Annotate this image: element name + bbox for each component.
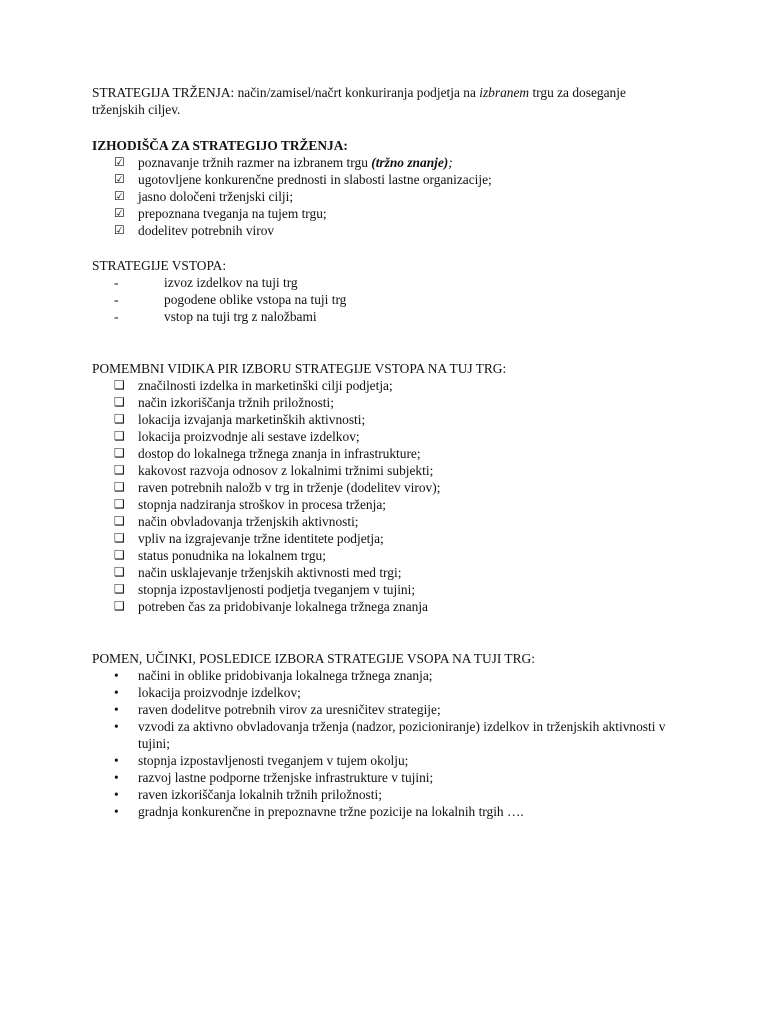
vstopa-list: [92, 274, 682, 325]
vidiki-heading: POMEMBNI VIDIKA PIR IZBORU STRATEGIJE VSTOPA NA TUJ TRG:: [92, 361, 507, 376]
list-item: [92, 394, 682, 411]
list-item: [92, 684, 682, 701]
izhodisca-list: [92, 154, 682, 239]
item-text: raven potrebnih naložb v trg in trženje (dodelitev virov);: [138, 480, 441, 495]
bullet-icon: •: [114, 804, 119, 819]
checkbox-empty-icon: ❑: [114, 378, 125, 392]
vidiki-list: [92, 377, 682, 615]
item-text: vstop na tuji trg z naložbami: [164, 309, 317, 324]
intro-text-start: STRATEGIJA TRŽENJA: način/zamisel/načrt konkuriranja podjetja na: [92, 85, 480, 100]
dash-marker: -: [114, 275, 119, 290]
item-text: razvoj lastne podporne trženjske infrastrukture v tujini;: [138, 770, 434, 785]
list-item: [92, 154, 682, 171]
list-item: [92, 222, 682, 239]
item-end: ;: [448, 155, 453, 170]
list-item: [92, 564, 682, 581]
checkbox-empty-icon: ❑: [114, 565, 125, 579]
item-text: način obvladovanja trženjskih aktivnosti;: [138, 514, 359, 529]
checkbox-checked-icon: ☑: [114, 155, 125, 169]
dash-marker: -: [114, 292, 119, 307]
checkbox-checked-icon: ☑: [114, 206, 125, 220]
checkbox-empty-icon: ❑: [114, 412, 125, 426]
item-text: vpliv na izgrajevanje tržne identitete podjetja;: [138, 531, 384, 546]
list-item: [92, 308, 682, 325]
list-item: [92, 718, 682, 752]
list-item: [92, 377, 682, 394]
pomen-heading: POMEN, UČINKI, POSLEDICE IZBORA STRATEGIJE VSOPA NA TUJI TRG:: [92, 651, 535, 666]
list-item: [92, 752, 682, 769]
checkbox-checked-icon: ☑: [114, 189, 125, 203]
checkbox-empty-icon: ❑: [114, 497, 125, 511]
checkbox-empty-icon: ❑: [114, 480, 125, 494]
bullet-icon: •: [114, 753, 119, 768]
item-text: način izkoriščanja tržnih priložnosti;: [138, 395, 334, 410]
item-text: lokacija proizvodnje ali sestave izdelkov;: [138, 429, 360, 444]
item-text: način usklajevanje trženjskih aktivnosti med trgi;: [138, 565, 402, 580]
item-text: načini in oblike pridobivanja lokalnega tržnega znanja;: [138, 668, 433, 683]
checkbox-empty-icon: ❑: [114, 446, 125, 460]
item-text: raven dodelitve potrebnih virov za uresničitev strategije;: [138, 702, 441, 717]
list-item: [92, 171, 682, 188]
bullet-icon: •: [114, 770, 119, 785]
list-item: [92, 479, 682, 496]
item-text: jasno določeni trženjski cilji;: [138, 189, 294, 204]
item-text: potreben čas za pridobivanje lokalnega tržnega znanja: [138, 599, 428, 614]
list-item: [92, 411, 682, 428]
list-item: [92, 445, 682, 462]
intro-italic: izbranem: [479, 85, 530, 100]
item-text: dodelitev potrebnih virov: [138, 223, 275, 238]
item-text: lokacija proizvodnje izdelkov;: [138, 685, 301, 700]
list-item: [92, 598, 682, 615]
list-item: [92, 803, 682, 820]
bullet-icon: •: [114, 719, 119, 734]
checkbox-empty-icon: ❑: [114, 463, 125, 477]
intro-paragraph: [92, 84, 682, 118]
item-emphasis: (tržno znanje): [371, 155, 449, 170]
item-text: kakovost razvoja odnosov z lokalnimi tržnimi subjekti;: [138, 463, 434, 478]
list-item: [92, 513, 682, 530]
pomen-list: [92, 667, 682, 820]
list-item: [92, 188, 682, 205]
item-text: poznavanje tržnih razmer na izbranem trgu: [138, 155, 372, 170]
bullet-icon: •: [114, 685, 119, 700]
item-text: stopnja nadziranja stroškov in procesa trženja;: [138, 497, 387, 512]
item-text: značilnosti izdelka in marketinški cilji podjetja;: [138, 378, 393, 393]
list-item: [92, 530, 682, 547]
list-item: [92, 462, 682, 479]
bullet-icon: •: [114, 668, 119, 683]
checkbox-empty-icon: ❑: [114, 548, 125, 562]
checkbox-empty-icon: ❑: [114, 531, 125, 545]
item-text: stopnja izpostavljenosti podjetja tveganjem v tujini;: [138, 582, 416, 597]
list-item: [92, 701, 682, 718]
vstopa-heading: STRATEGIJE VSTOPA:: [92, 258, 227, 273]
item-text: dostop do lokalnega tržnega znanja in infrastrukture;: [138, 446, 421, 461]
item-text: vzvodi za aktivno obvladovanja trženja (nadzor, pozicioniranje) izdelkov in trženjskih aktivnosti v tujini;: [138, 719, 666, 751]
checkbox-empty-icon: ❑: [114, 599, 125, 613]
checkbox-checked-icon: ☑: [114, 172, 125, 186]
list-item: [92, 291, 682, 308]
item-text: status ponudnika na lokalnem trgu;: [138, 548, 326, 563]
list-item: [92, 786, 682, 803]
item-text: raven izkoriščanja lokalnih tržnih priložnosti;: [138, 787, 382, 802]
list-item: [92, 667, 682, 684]
item-text: pogodene oblike vstopa na tuji trg: [164, 292, 347, 307]
list-item: [92, 428, 682, 445]
checkbox-empty-icon: ❑: [114, 429, 125, 443]
item-text: prepoznana tveganja na tujem trgu;: [138, 206, 327, 221]
intro-text-end: trgu za doseganje trženjskih ciljev.: [92, 85, 626, 117]
list-item: [92, 496, 682, 513]
item-text: stopnja izpostavljenosti tveganjem v tujem okolju;: [138, 753, 409, 768]
list-item: [92, 274, 682, 291]
checkbox-checked-icon: ☑: [114, 223, 125, 237]
item-text: ugotovljene konkurenčne prednosti in slabosti lastne organizacije;: [138, 172, 492, 187]
bullet-icon: •: [114, 702, 119, 717]
list-item: [92, 547, 682, 564]
item-text: lokacija izvajanja marketinških aktivnosti;: [138, 412, 366, 427]
dash-marker: -: [114, 309, 119, 324]
checkbox-empty-icon: ❑: [114, 582, 125, 596]
item-text: izvoz izdelkov na tuji trg: [164, 275, 298, 290]
checkbox-empty-icon: ❑: [114, 514, 125, 528]
document-page: [92, 84, 682, 820]
item-text: gradnja konkurenčne in prepoznavne tržne pozicije na lokalnih trgih ….: [138, 804, 524, 819]
list-item: [92, 769, 682, 786]
list-item: [92, 205, 682, 222]
list-item: [92, 581, 682, 598]
izhodisca-heading: IZHODIŠČA ZA STRATEGIJO TRŽENJA:: [92, 138, 348, 153]
checkbox-empty-icon: ❑: [114, 395, 125, 409]
bullet-icon: •: [114, 787, 119, 802]
